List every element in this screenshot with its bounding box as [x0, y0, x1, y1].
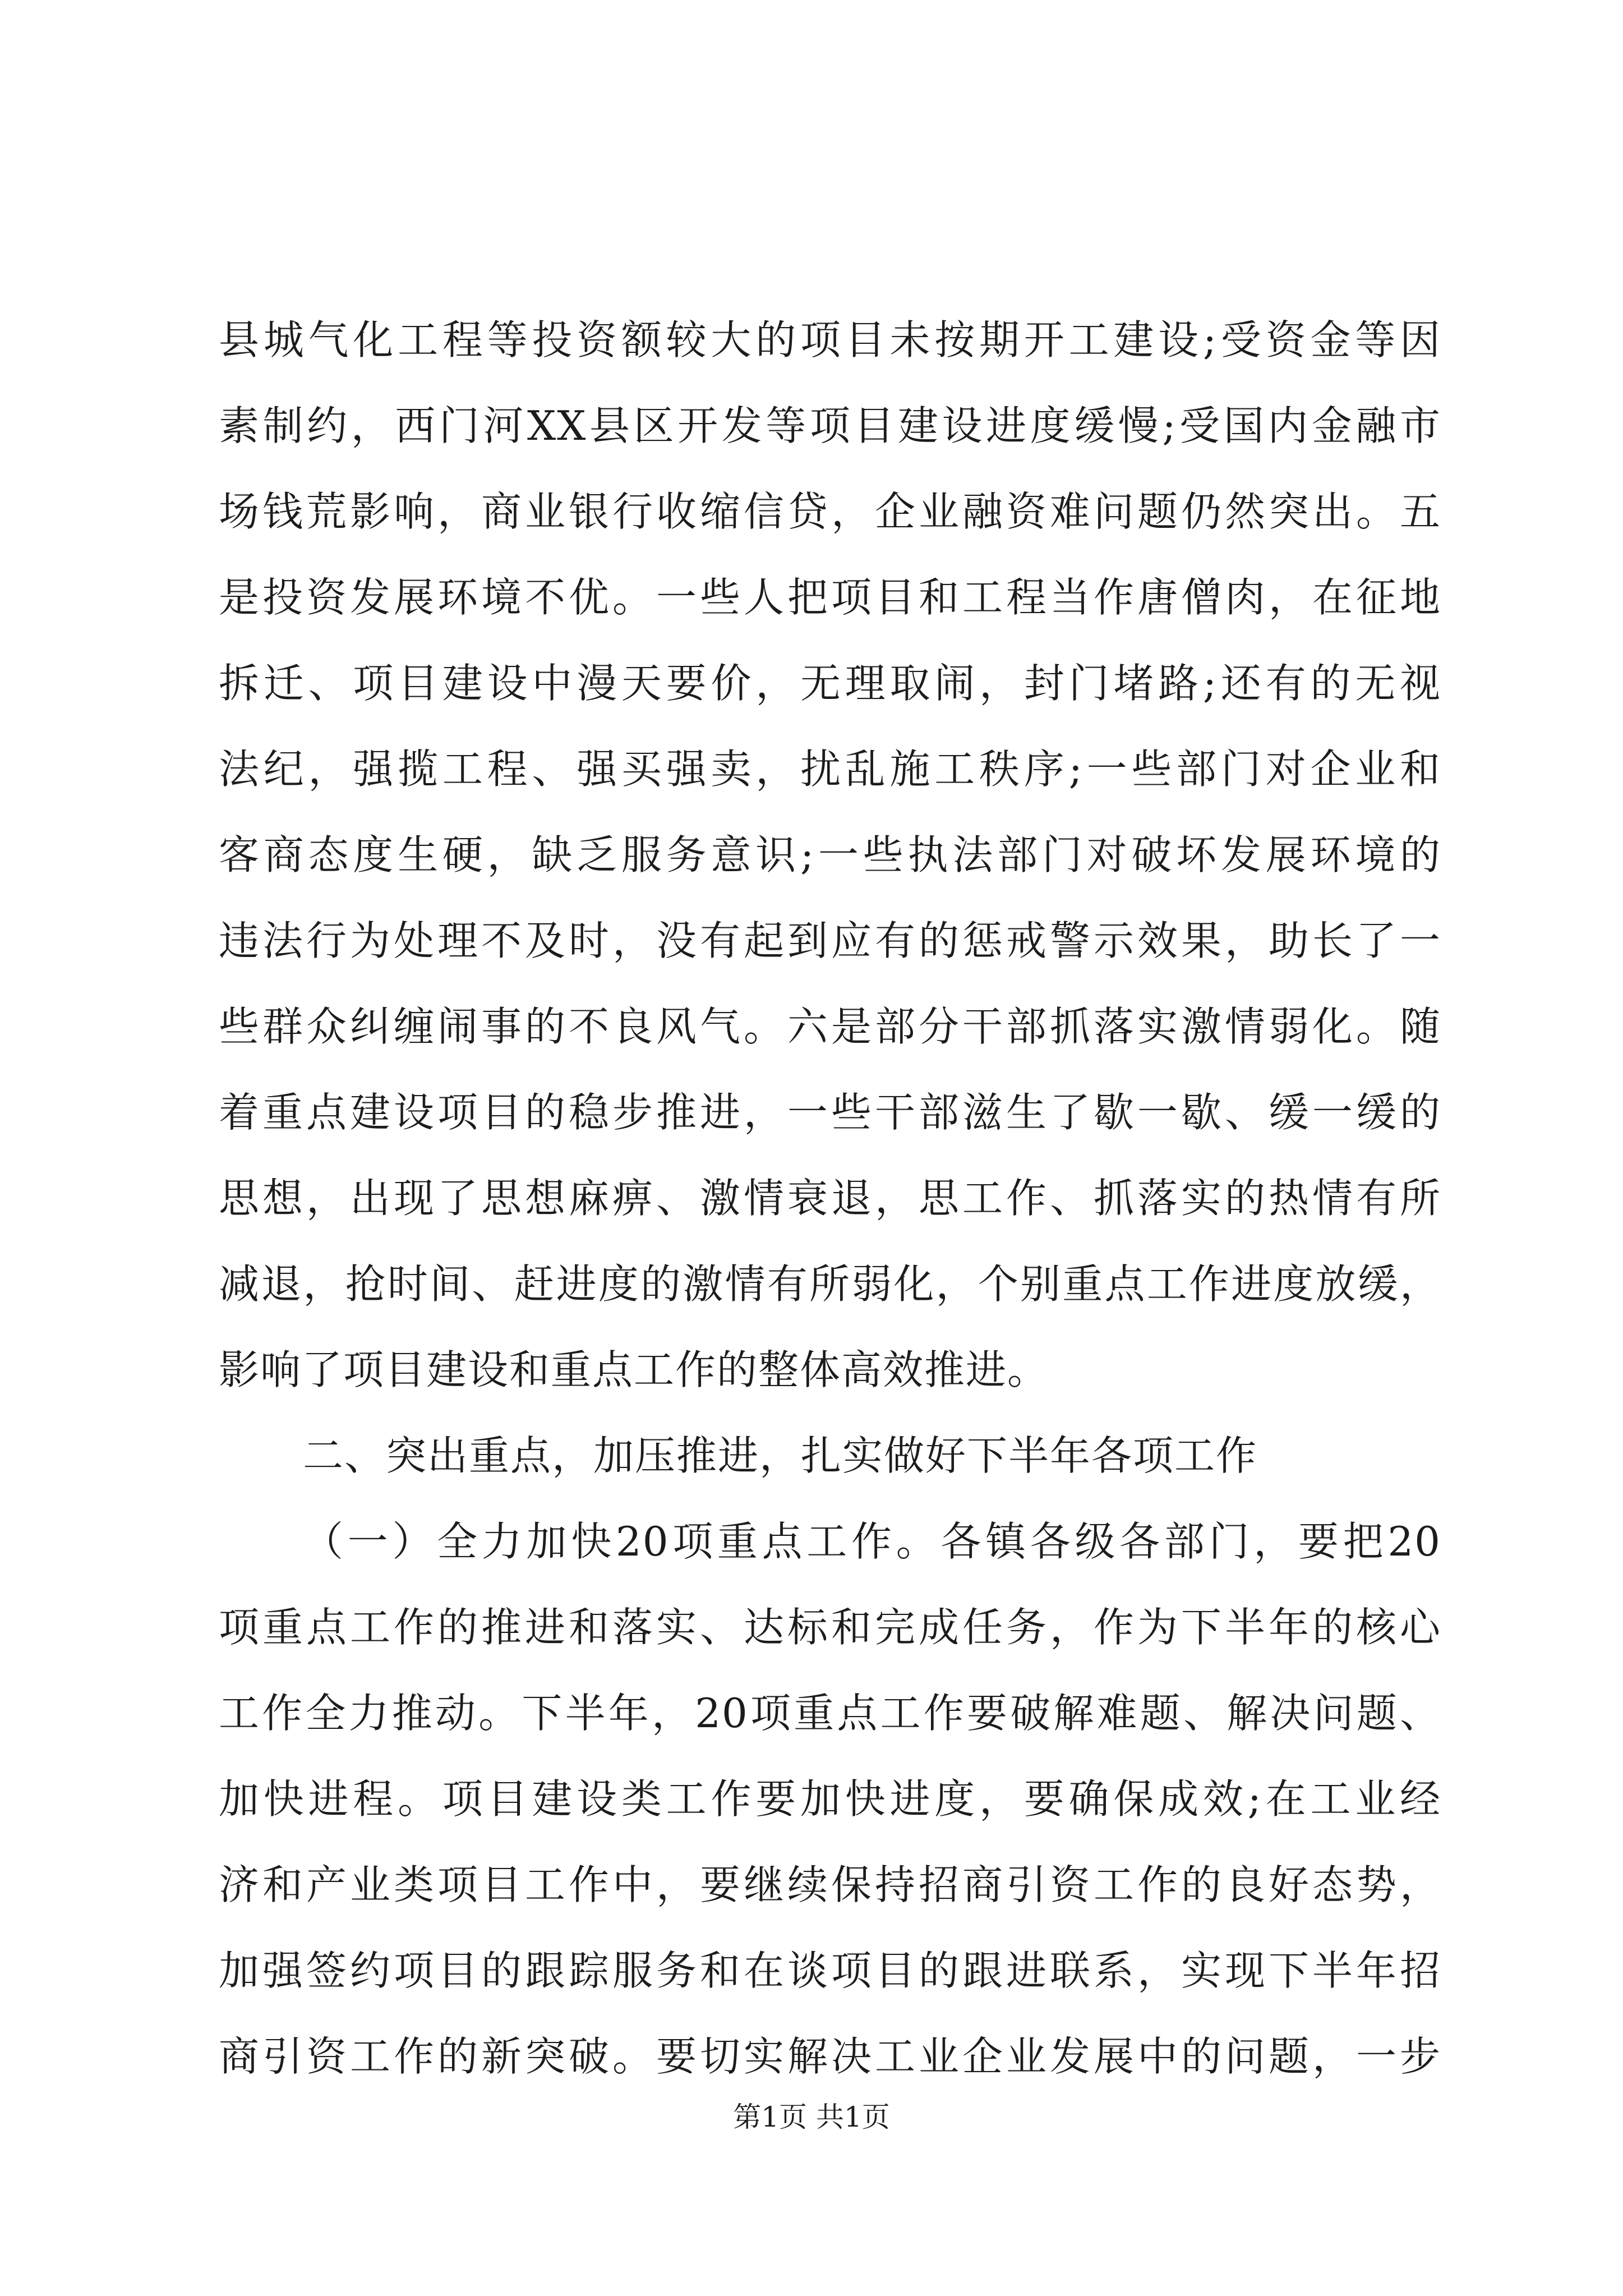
paragraph-line-13: 影响了项目建设和重点工作的整体高效推进。: [219, 1346, 1049, 1393]
paragraph-line-2: 素制约，西门河XX县区开发等项目建设进度缓慢;受国内金融市: [219, 402, 1441, 449]
paragraph-line-6: 法纪，强揽工程、强买强卖，扰乱施工秩序;一些部门对企业和: [219, 746, 1441, 793]
paragraph-line-5: 拆迁、项目建设中漫天要价，无理取闹，封门堵路;还有的无视: [219, 660, 1441, 707]
paragraph-line-20: 加强签约项目的跟踪服务和在谈项目的跟进联系，实现下半年招: [219, 1947, 1441, 1994]
paragraph-line-10: 着重点建设项目的稳步推进，一些干部滋生了歇一歇、缓一缓的: [219, 1089, 1441, 1136]
page-footer: 第1页 共1页: [733, 2101, 890, 2133]
paragraph-line-19: 济和产业类项目工作中，要继续保持招商引资工作的良好态势，: [219, 1861, 1441, 1908]
paragraph-line-17: 工作全力推动。下半年，20项重点工作要破解难题、解决问题、: [219, 1690, 1441, 1737]
paragraph-line-4: 是投资发展环境不优。一些人把项目和工程当作唐僧肉，在征地: [219, 574, 1441, 621]
paragraph-line-9: 些群众纠缠闹事的不良风气。六是部分干部抓落实激情弱化。随: [219, 1003, 1441, 1050]
paragraph-line-16: 项重点工作的推进和落实、达标和完成任务，作为下半年的核心: [219, 1604, 1441, 1651]
paragraph-line-7: 客商态度生硬，缺乏服务意识;一些执法部门对破坏发展环境的: [219, 831, 1441, 878]
document-body: [219, 297, 1441, 2100]
paragraph-line-8: 违法行为处理不及时，没有起到应有的惩戒警示效果，助长了一: [219, 917, 1441, 964]
paragraph-line-15: （一）全力加快20项重点工作。各镇各级各部门，要把20: [303, 1518, 1441, 1565]
paragraph-line-21: 商引资工作的新突破。要切实解决工业企业发展中的问题，一步: [219, 2033, 1441, 2080]
paragraph-line-18: 加快进程。项目建设类工作要加快进度，要确保成效;在工业经: [219, 1775, 1441, 1823]
paragraph-line-11: 思想，出现了思想麻痹、激情衰退，思工作、抓落实的热情有所: [219, 1175, 1441, 1222]
section-heading: 二、突出重点，加压推进，扎实做好下半年各项工作: [303, 1432, 1258, 1479]
paragraph-line-12: 减退，抢时间、赶进度的激情有所弱化，个别重点工作进度放缓，: [219, 1260, 1441, 1308]
paragraph-line-3: 场钱荒影响，商业银行收缩信贷，企业融资难问题仍然突出。五: [219, 488, 1441, 535]
paragraph-line-1: 县城气化工程等投资额较大的项目未按期开工建设;受资金等因: [219, 316, 1441, 364]
